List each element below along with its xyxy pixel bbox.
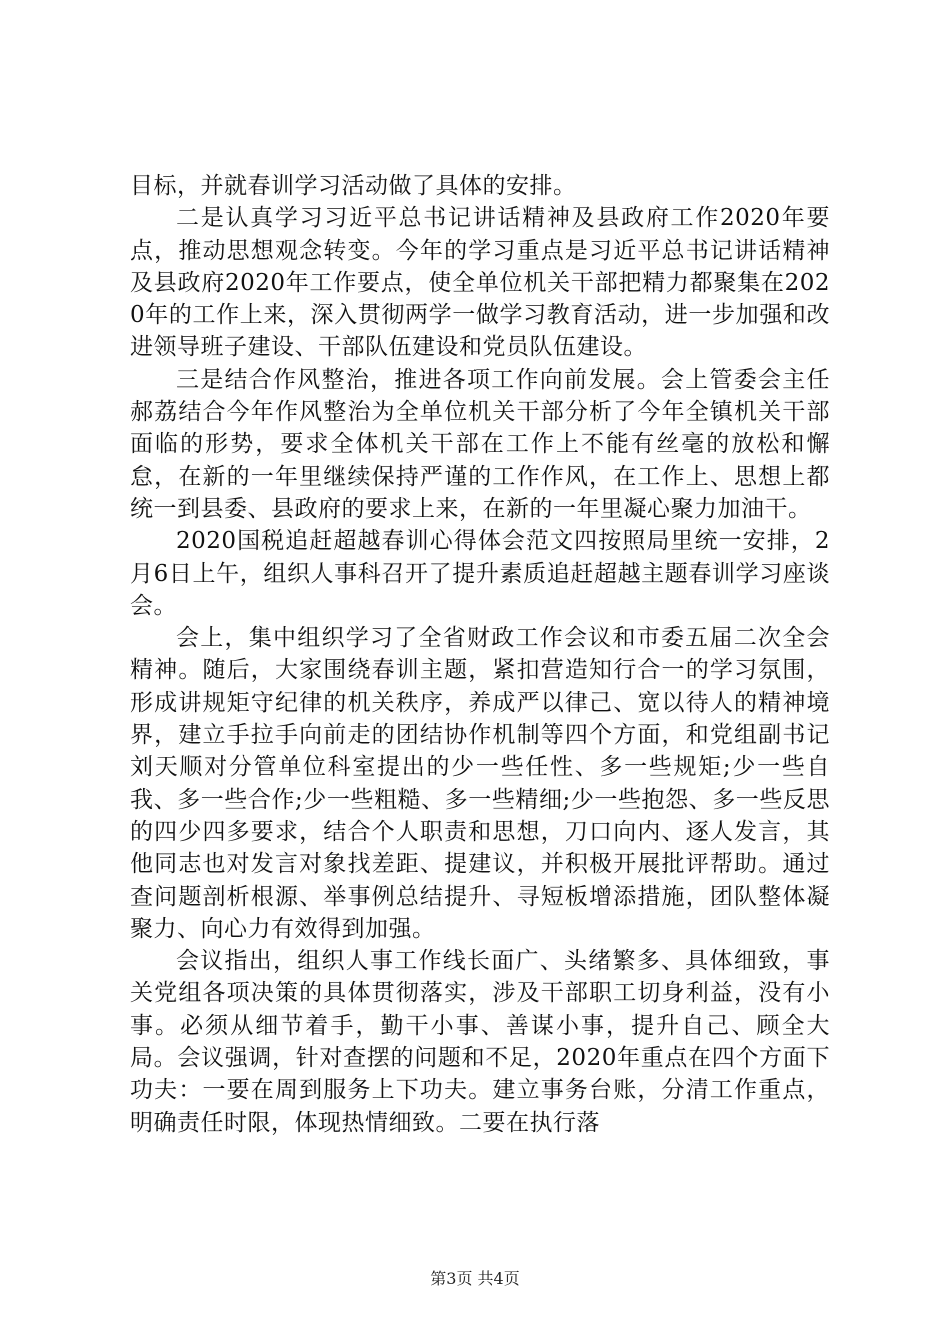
paragraph-2: 二是认真学习习近平总书记讲话精神及县政府工作2020年要点，推动思想观念转变。今年的学习重点是习近平总书记讲话精神及县政府2020年工作要点，使全单位机关干部把精力都聚集在2020年的工作上来，深入贯彻两学一做学习教育活动，进一步加强和改进领导班子建设、干部队伍建设和党员队伍建设。 — [130, 205, 830, 361]
paragraph-4: 2020国税追赶超越春训心得体会范文四按照局里统一安排，2月6日上午，组织人事科召开了提升素质追赶超越主题春训学习座谈会。 — [130, 528, 830, 619]
document-body — [130, 170, 830, 1139]
page-number-footer: 第3页 共4页 — [430, 1269, 520, 1288]
paragraph-6: 会议指出，组织人事工作线长面广、头绪繁多、具体细致，事关党组各项决策的具体贯彻落实，涉及干部职工切身利益，没有小事。必须从细节着手，勤干小事、善谋小事，提升自己、顾全大局。会议强调，针对查摆的问题和不足，2020年重点在四个方面下功夫：一要在周到服务上下功夫。建立事务台账，分清工作重点，明确责任时限，体现热情细致。二要在执行落 — [130, 948, 830, 1136]
paragraph-1: 目标，并就春训学习活动做了具体的安排。 — [130, 173, 577, 199]
paragraph-3: 三是结合作风整治，推进各项工作向前发展。会上管委会主任郝荔结合今年作风整治为全单位机关干部分析了今年全镇机关干部面临的形势，要求全体机关干部在工作上不能有丝毫的放松和懈怠，在新的一年里继续保持严谨的工作作风，在工作上、思想上都统一到县委、县政府的要求上来，在新的一年里凝心聚力加油干。 — [130, 366, 830, 522]
paragraph-5: 会上，集中组织学习了全省财政工作会议和市委五届二次全会精神。随后，大家围绕春训主题，紧扣营造知行合一的学习氛围，形成讲规矩守纪律的机关秩序，养成严以律己、宽以待人的精神境界，建立手拉手向前走的团结协作机制等四个方面，和党组副书记刘天顺对分管单位科室提出的少一些任性、多一些规矩;少一些自我、多一些合作;少一些粗糙、多一些精细;少一些抱怨、多一些反思的四少四多要求，结合个人职责和思想，刀口向内、逐人发言，其他同志也对发言对象找差距、提建议，并积极开展批评帮助。通过查问题剖析根源、举事例总结提升、寻短板增添措施，团队整体凝聚力、向心力有效得到加强。 — [130, 625, 830, 942]
